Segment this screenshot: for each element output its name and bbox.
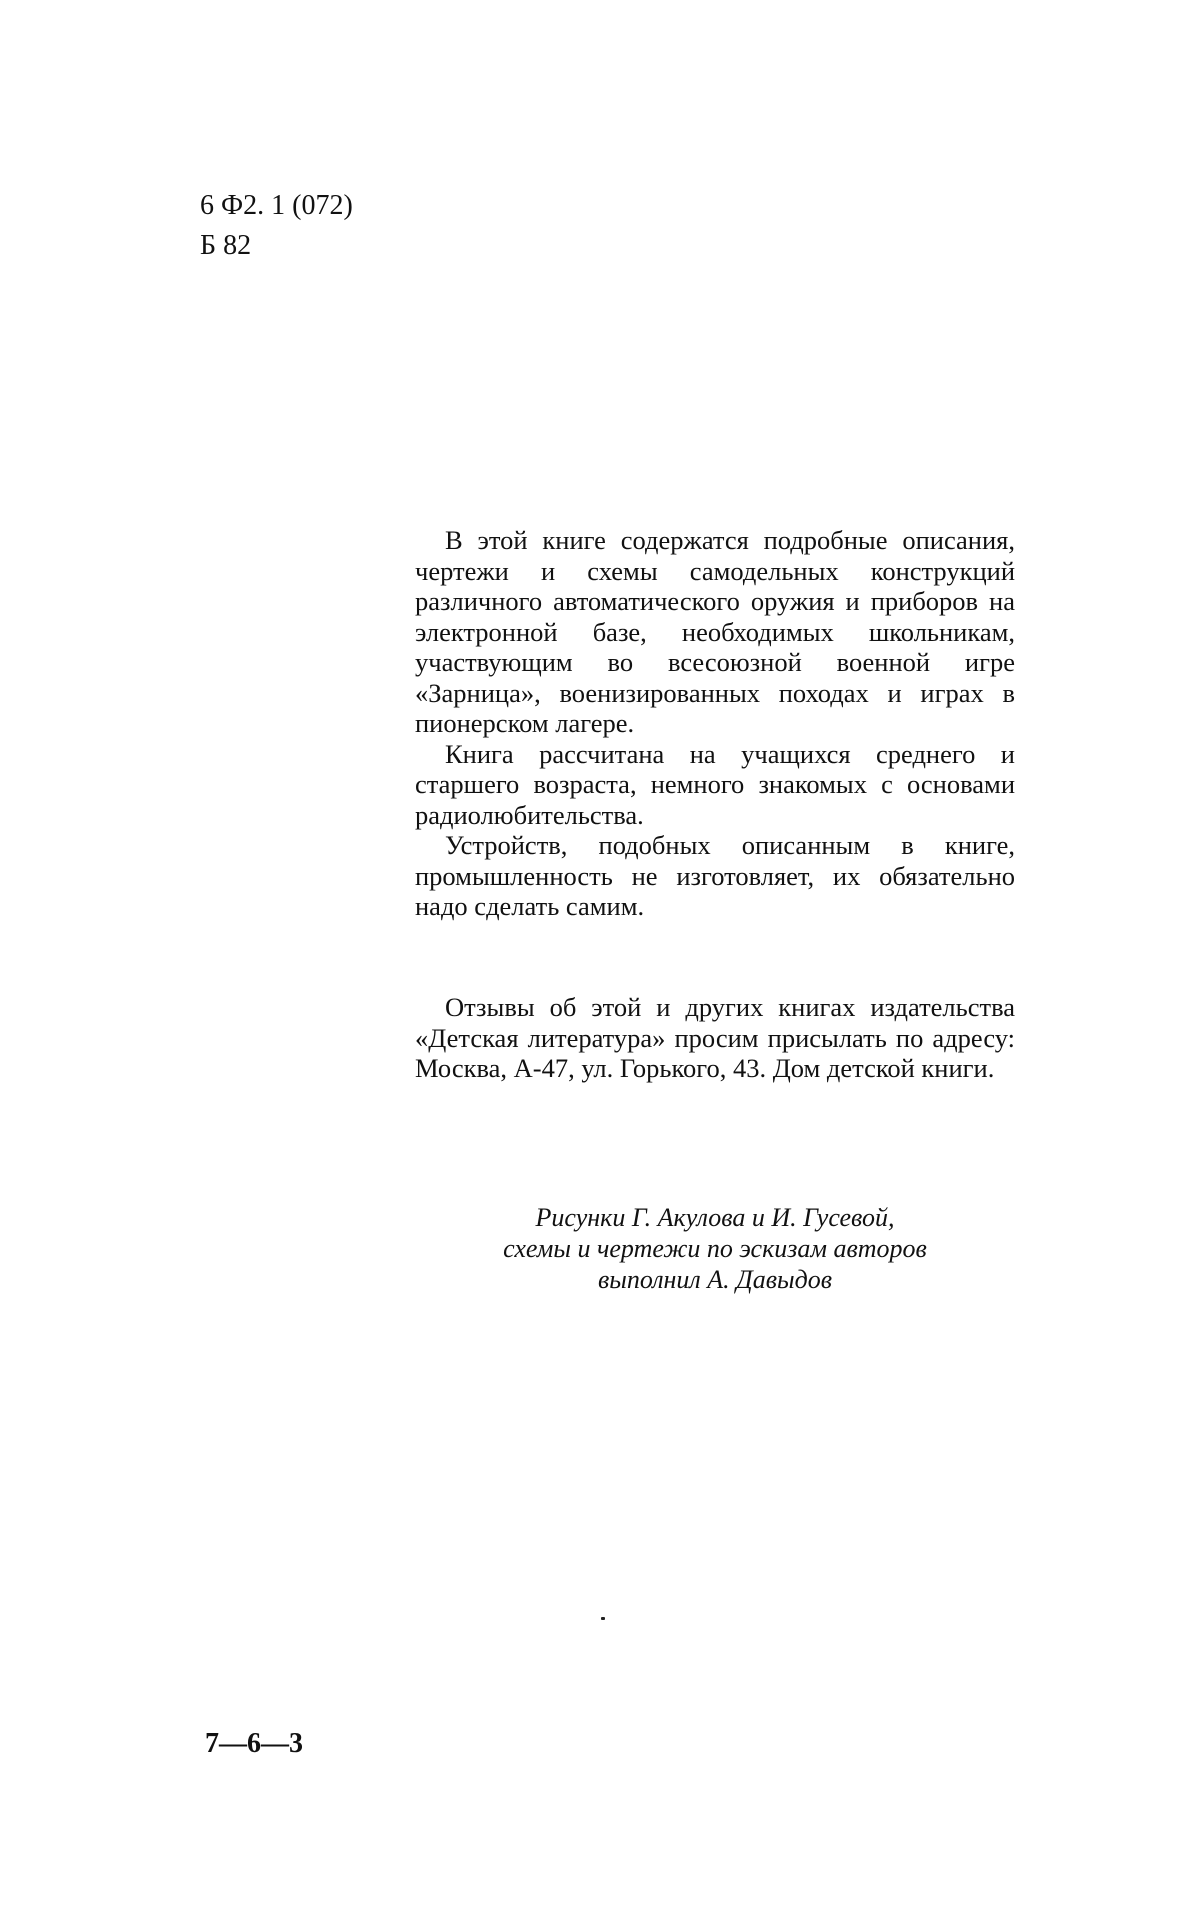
print-speck <box>601 1617 605 1620</box>
publication-code: 7—6—3 <box>205 1728 303 1759</box>
annotation-paragraph: В этой книге содержатся подробные описания, чертежи и схемы самодельных конструкций различного автоматического оружия и приборов на электронной базе, необходимых школьникам, участвующим во всесоюзной военной игре «Зарница», военизированных походах и играх в пионерском лагере. <box>415 525 1015 738</box>
classification-index: 6 Ф2. 1 (072) <box>200 190 353 221</box>
credits-line: схемы и чертежи по эскизам авторов <box>503 1234 927 1263</box>
annotation-paragraph: Книга рассчитана на учащихся среднего и старшего возраста, немного знакомых с основами радиолюбительства. <box>415 738 1015 830</box>
feedback-note <box>415 992 1015 1084</box>
author-mark: Б 82 <box>200 230 252 261</box>
credits-line: Рисунки Г. Акулова и И. Гусевой, <box>535 1203 895 1232</box>
book-annotation <box>415 525 1015 922</box>
annotation-paragraph: Устройств, подобных описанным в книге, промышленность не изготовляет, их обязательно надо сделать самим. <box>415 830 1015 921</box>
library-classification <box>200 186 353 266</box>
illustration-credits <box>405 1202 1025 1295</box>
credits-line: выполнил А. Давыдов <box>597 1265 833 1294</box>
feedback-paragraph: Отзывы об этой и других книгах издательства «Детская литература» просим присылать по адресу: Москва, А-47, ул. Горького, 43. Дом детской книги. <box>415 992 1015 1083</box>
